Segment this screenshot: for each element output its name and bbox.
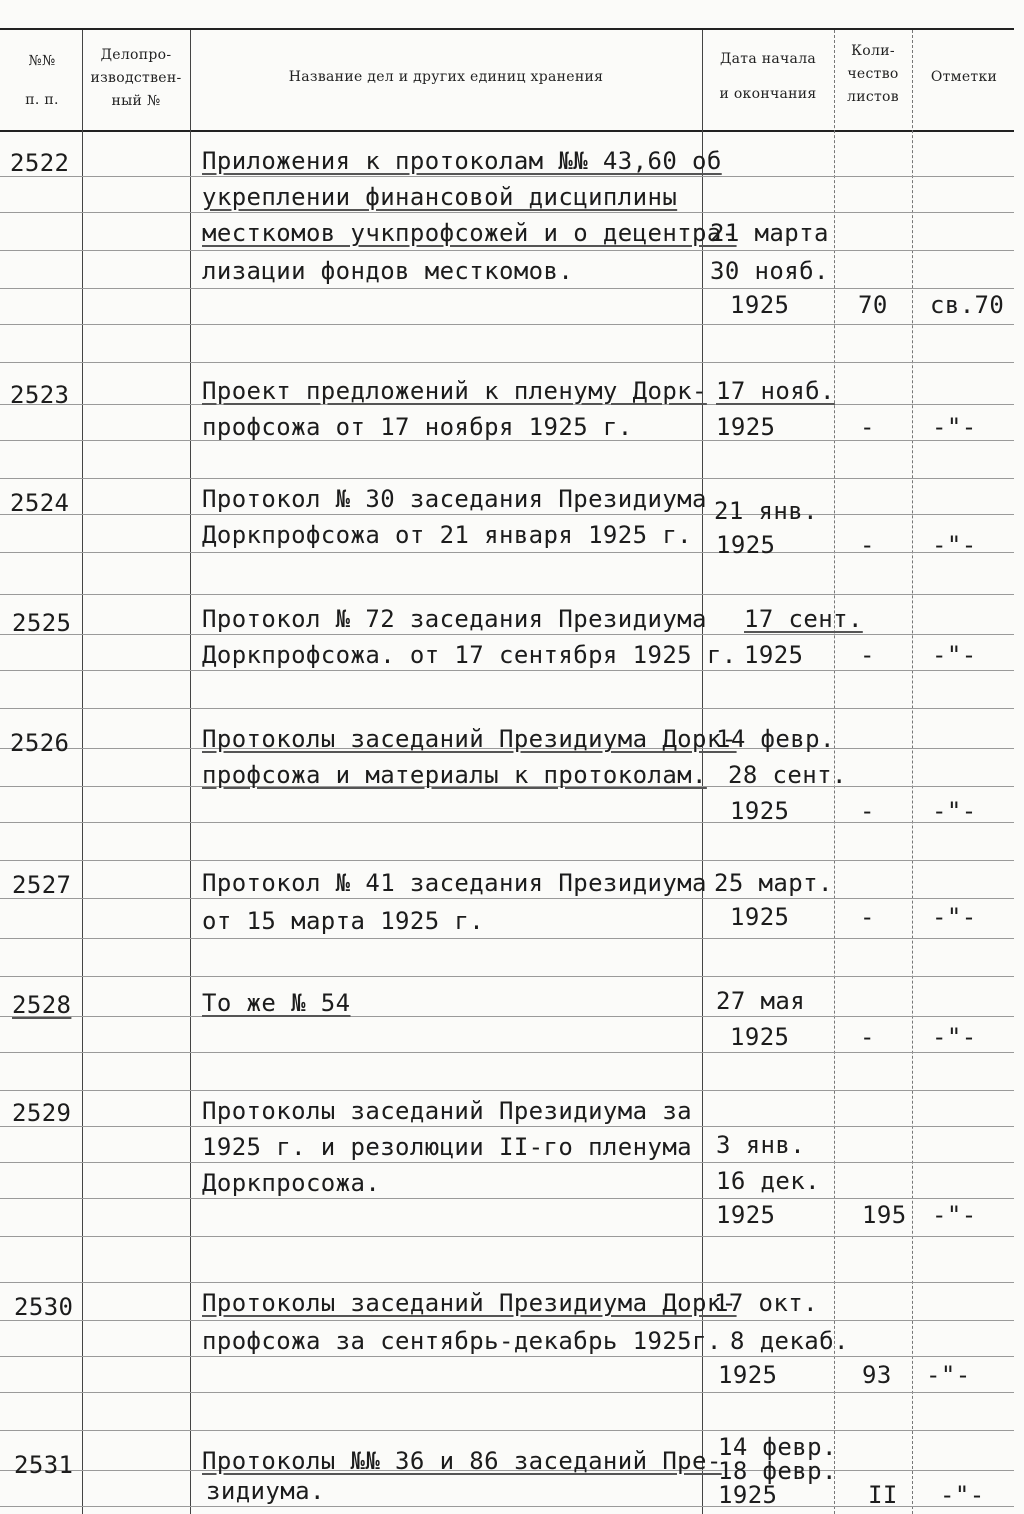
entry-date-start: 27 мая	[716, 987, 806, 1015]
entry-date-start: 17 сент.	[744, 605, 863, 633]
entry-sheets: 195	[862, 1201, 907, 1229]
header-notes: Отметки	[930, 69, 998, 85]
entry-date-year: 1925	[716, 413, 776, 441]
entry-date-start: 3 янв.	[716, 1131, 806, 1159]
entry-number: 2525	[12, 609, 72, 637]
rule	[0, 514, 1014, 515]
rule	[0, 362, 1014, 363]
entry-notes: -"-	[932, 413, 977, 441]
header-docnum: Делопро- изводствен- ный №	[90, 47, 182, 109]
entry-date-year: 1925	[718, 1481, 778, 1509]
entry-number: 2523	[10, 381, 70, 409]
entry-sheets: -	[860, 1023, 875, 1051]
entry-title-line: 1925 г. и резолюции II-го пленума	[202, 1133, 693, 1161]
entry-title-line: Протоколы заседаний Президиума Дорк-	[202, 1289, 737, 1317]
rule	[0, 176, 1014, 177]
entry-number: 2529	[12, 1099, 72, 1127]
rule	[0, 324, 1014, 325]
entry-title-line: То же № 54	[202, 989, 351, 1017]
rule	[0, 594, 1014, 595]
entry-date-year: 1925	[716, 1201, 776, 1229]
rule	[0, 212, 1014, 213]
entry-number: 2524	[10, 489, 70, 517]
rule	[0, 1162, 1014, 1163]
rule	[0, 898, 1014, 899]
entry-title-line: Доркпрофсожа. от 17 сентября 1925 г.	[202, 641, 737, 669]
entry-notes: -"-	[932, 797, 977, 825]
entry-title-line: Доркпросожа.	[202, 1169, 381, 1197]
entry-sheets: -	[860, 797, 875, 825]
entry-date-end: 18 февр.	[718, 1457, 837, 1485]
entry-title-line: профсожа от 17 ноября 1925 г.	[202, 413, 633, 441]
header-bottom-border	[0, 130, 1014, 132]
rule	[0, 1090, 1014, 1091]
entry-title-line: Протокол № 72 заседания Президиума	[202, 605, 707, 633]
entry-date-end: 16 дек.	[716, 1167, 820, 1195]
rule	[0, 1052, 1014, 1053]
entry-title-line: зидиума.	[206, 1477, 325, 1505]
entry-notes: -"-	[932, 641, 977, 669]
entry-date-year: 1925	[744, 641, 804, 669]
entry-date-year: 1925	[716, 531, 776, 559]
entry-date-year: 1925	[730, 797, 790, 825]
rule	[0, 976, 1014, 977]
rule	[0, 478, 1014, 479]
rule	[0, 938, 1014, 939]
entry-number: 2528	[12, 991, 72, 1019]
entry-number: 2526	[10, 729, 70, 757]
rule	[0, 1356, 1014, 1357]
rule	[0, 288, 1014, 289]
entry-title-line: месткомов учкпрофсожей и о децентра-	[202, 219, 737, 247]
rule	[0, 860, 1014, 861]
entry-notes: -"-	[932, 903, 977, 931]
entry-number: 2531	[14, 1451, 74, 1479]
entry-date-end: 8 декаб.	[730, 1327, 849, 1355]
entry-sheets: -	[860, 903, 875, 931]
entry-date-start: 21 янв.	[714, 497, 818, 525]
entry-sheets: -	[860, 413, 875, 441]
entry-date-start: 14 февр.	[716, 725, 835, 753]
entry-title-line: Протоколы заседаний Президиума Дорк-	[202, 725, 737, 753]
col-divider-5	[912, 30, 913, 1514]
rule	[0, 708, 1014, 709]
rule	[0, 1016, 1014, 1017]
rule	[0, 1506, 1014, 1507]
rule	[0, 670, 1014, 671]
entry-date-start: 17 окт.	[714, 1289, 818, 1317]
rule	[0, 1236, 1014, 1237]
entry-date-end: 28 сент.	[728, 761, 847, 789]
rule	[0, 1430, 1014, 1431]
rule	[0, 1282, 1014, 1283]
rule	[0, 1126, 1014, 1127]
entry-date-year: 1925	[730, 903, 790, 931]
entry-title-line: лизации фондов месткомов.	[202, 257, 574, 285]
header-count: Коли- чество листов	[847, 43, 899, 105]
entry-sheets: -	[860, 531, 875, 559]
entry-notes: -"-	[932, 1201, 977, 1229]
entry-date-start: 21 марта	[710, 219, 829, 247]
entry-notes: -"-	[940, 1481, 985, 1509]
entry-sheets: II	[868, 1481, 898, 1509]
entry-title-line: Протокол № 41 заседания Президиума	[202, 869, 707, 897]
rule	[0, 1320, 1014, 1321]
entry-date-year: 1925	[718, 1361, 778, 1389]
entry-notes: -"-	[932, 1023, 977, 1051]
entry-date-start: 17 нояб.	[716, 377, 835, 405]
entry-sheets: -	[860, 641, 875, 669]
entry-notes: -"-	[926, 1361, 971, 1389]
rule	[0, 250, 1014, 251]
rule	[0, 634, 1014, 635]
col-divider-1	[82, 30, 83, 1514]
rule	[0, 1392, 1014, 1393]
entry-sheets: 70	[858, 291, 888, 319]
entry-date-start: 14 февр.	[718, 1433, 837, 1461]
entry-title-line: от 15 марта 1925 г.	[202, 907, 485, 935]
entry-title-line: профсожа и материалы к протоколам.	[202, 761, 707, 789]
rule	[0, 1198, 1014, 1199]
entry-date-end: 30 нояб.	[710, 257, 829, 285]
entry-number: 2527	[12, 871, 72, 899]
entry-number: 2522	[10, 149, 70, 177]
entry-date-year: 1925	[730, 291, 790, 319]
entry-title-line: Приложения к протоколам №№ 43,60 об	[202, 147, 722, 175]
header-dates: Дата начала и окончания	[719, 51, 817, 102]
entry-date-start: 25 март.	[714, 869, 833, 897]
entry-notes: -"-	[932, 531, 977, 559]
entry-notes: св.70	[930, 291, 1005, 319]
entry-title-line: Проект предложений к пленуму Дорк-	[202, 377, 707, 405]
entry-title-line: Доркпрофсожа от 21 января 1925 г.	[202, 521, 693, 549]
entry-title-line: Протоколы заседаний Президиума за	[202, 1097, 693, 1125]
header-title: Название дел и других единиц хранения	[288, 69, 604, 85]
entry-title-line: укреплении финансовой дисциплины	[202, 183, 678, 211]
entry-sheets: 93	[862, 1361, 892, 1389]
entry-title-line: профсожа за сентябрь-декабрь 1925г.	[202, 1327, 722, 1355]
header-num: №№ п. п.	[25, 53, 59, 108]
entry-number: 2530	[14, 1293, 74, 1321]
entry-date-year: 1925	[730, 1023, 790, 1051]
col-divider-2	[190, 30, 191, 1514]
entry-title-line: Протоколы №№ 36 и 86 заседаний Пре-	[202, 1447, 722, 1475]
entry-title-line: Протокол № 30 заседания Президиума	[202, 485, 707, 513]
table-top-border	[0, 28, 1014, 30]
